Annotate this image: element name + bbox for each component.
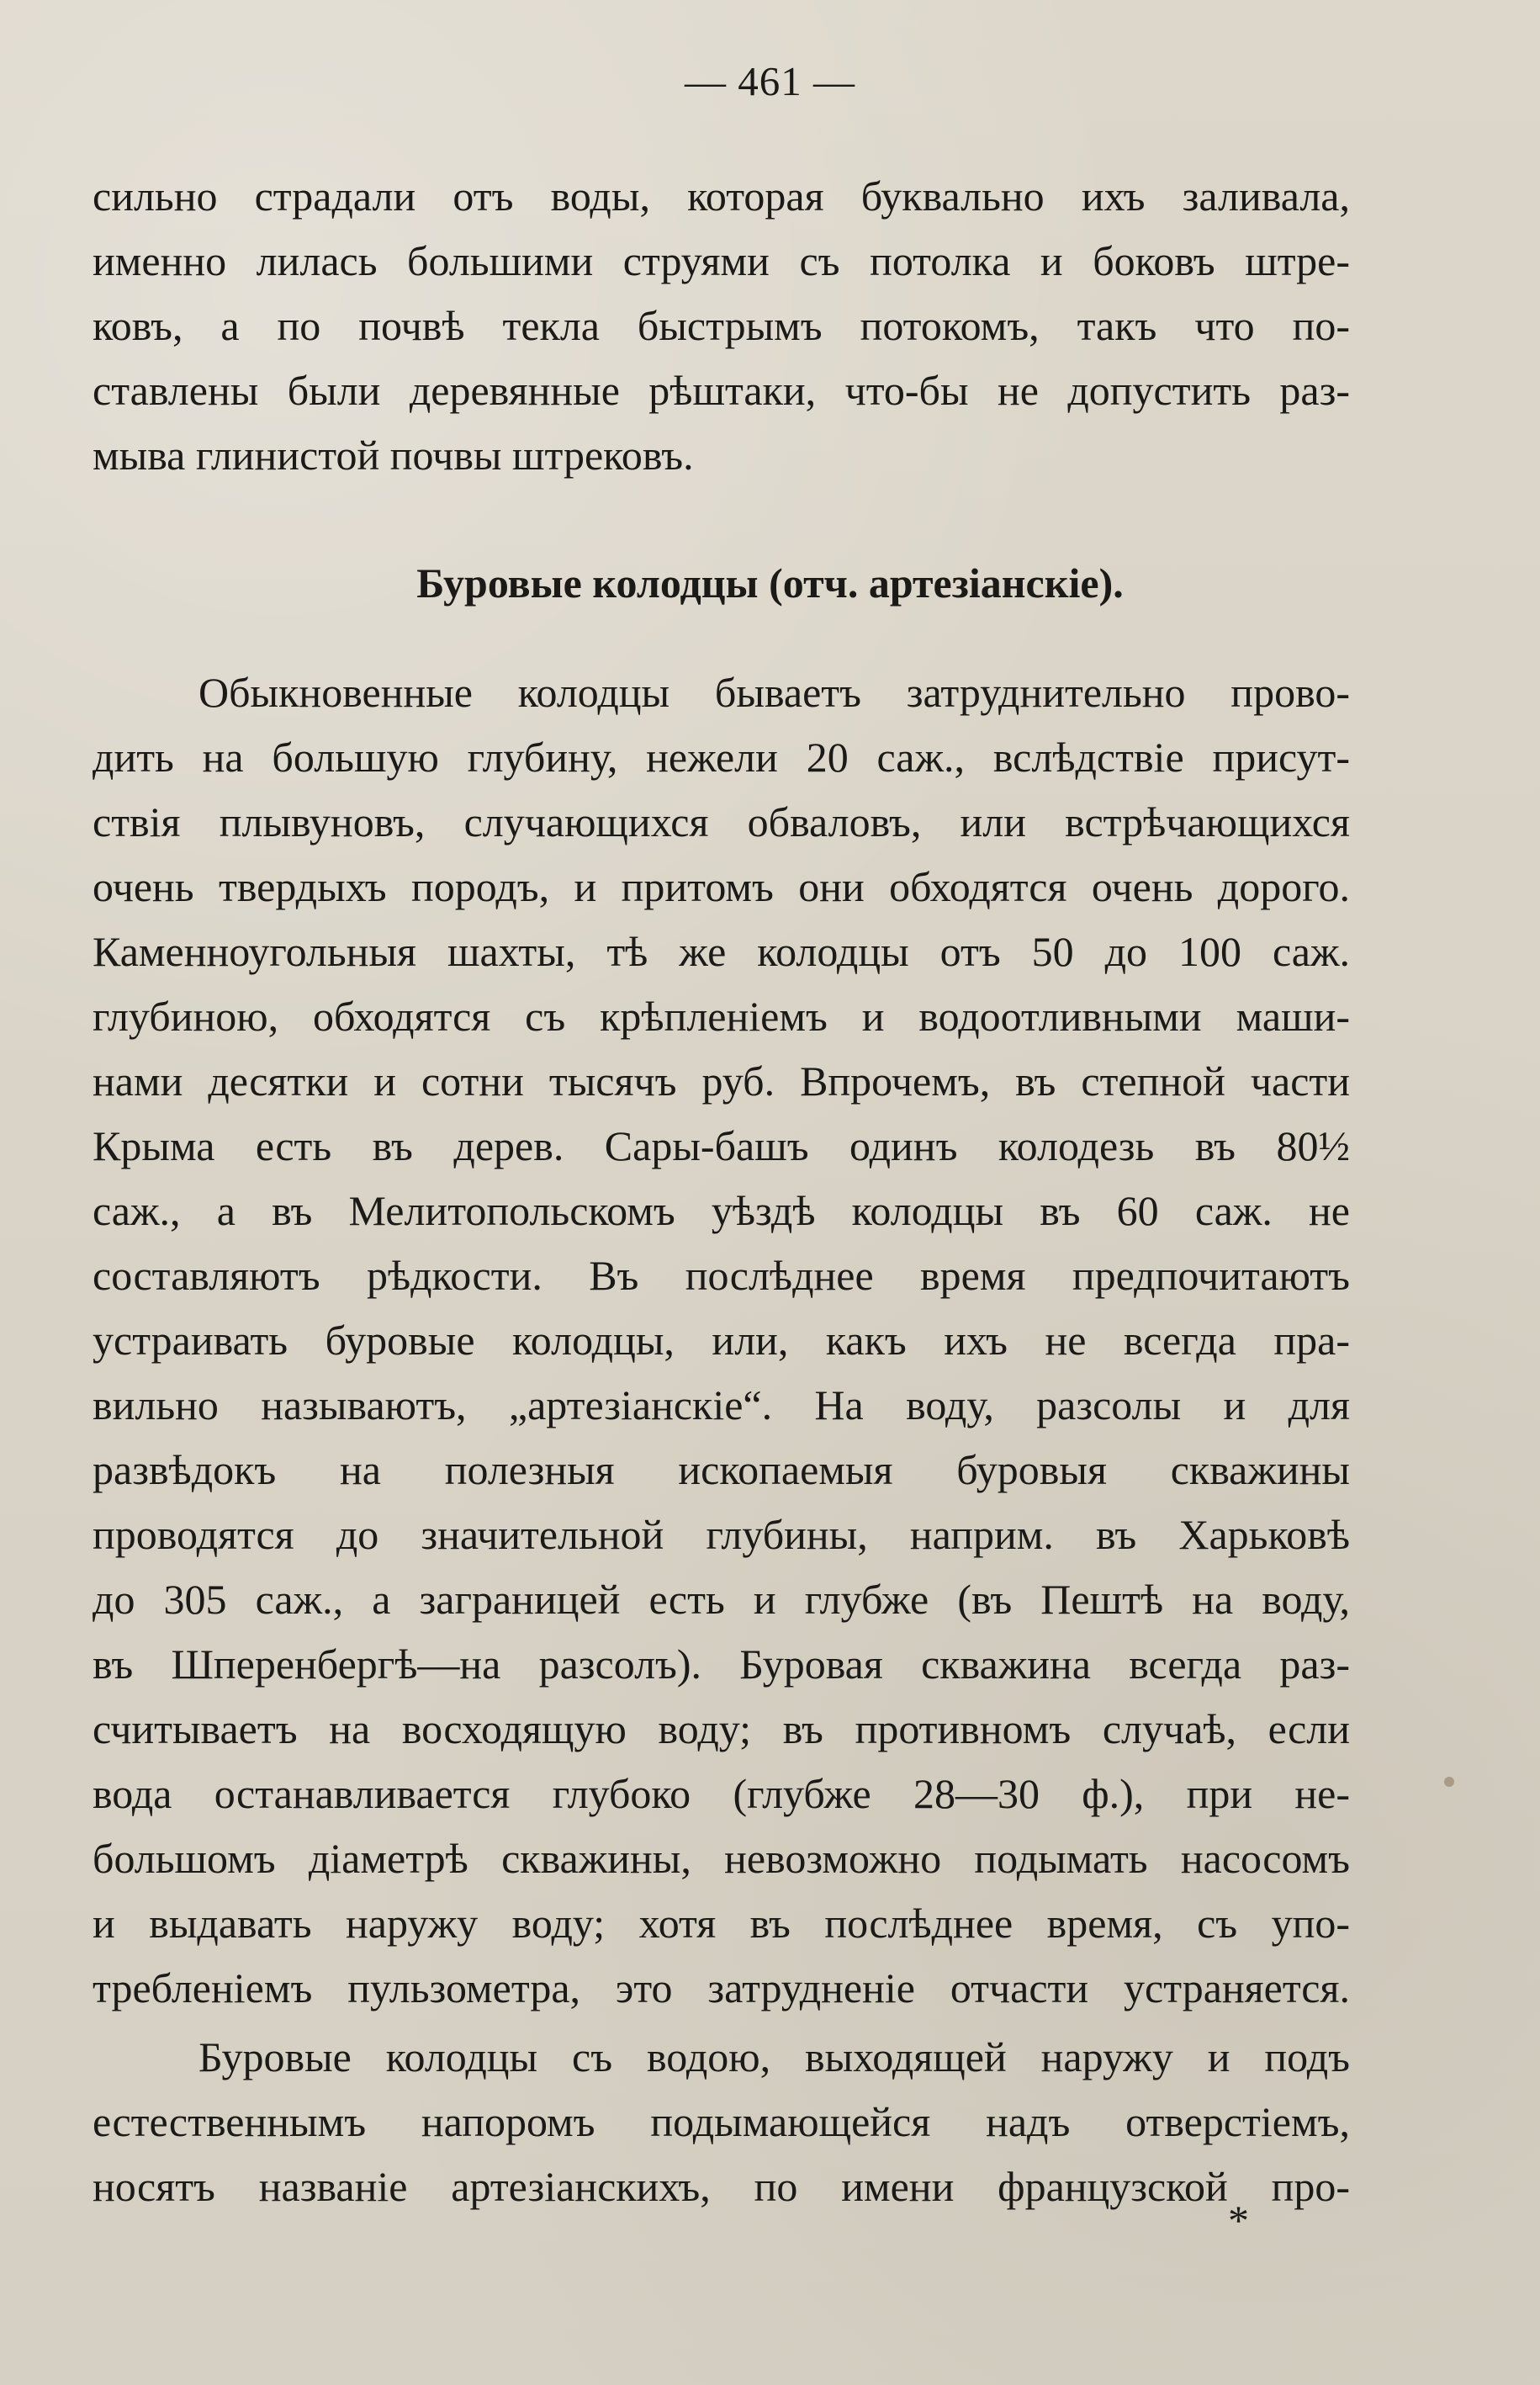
paragraph-line: ставлены были деревянные рѣштаки, что-бы не допустить раз- — [93, 367, 1350, 414]
paragraph-2 — [93, 671, 1350, 2032]
paragraph-line: дить на большую глубину, нежели 20 саж., вслѣдствіе присут- — [93, 734, 1350, 781]
paragraph-line: и выдавать наружу воду; хотя въ послѣднее время, съ упо- — [93, 1900, 1350, 1947]
paragraph-line: Крыма есть въ дерев. Сары-башъ одинъ колодезь въ 80½ — [93, 1122, 1350, 1169]
paragraph-line: Буровые колодцы съ водою, выходящей наружу и подъ — [198, 2033, 1350, 2080]
paragraph-line: очень твердыхъ породъ, и притомъ они обходятся очень дорого. — [93, 863, 1350, 910]
paragraph-line: нами десятки и сотни тысячъ руб. Впрочемъ, въ степной части — [93, 1057, 1350, 1105]
paragraph-line: ковъ, а по почвѣ текла быстрымъ потокомъ, такъ что по- — [93, 302, 1350, 349]
paragraph-line: составляютъ рѣдкости. Въ послѣднее время предпочитаютъ — [93, 1252, 1350, 1299]
paragraph-line: развѣдокъ на полезныя ископаемыя буровыя скважины — [93, 1446, 1350, 1493]
paragraph-line: вода останавливается глубоко (глубже 28—30 ф.), при не- — [93, 1770, 1350, 1817]
footnote-star: * — [1228, 2197, 1249, 2244]
paragraph-line: до 305 саж., а заграницей есть и глубже (въ Пештѣ на воду, — [93, 1576, 1350, 1623]
paragraph-line: Обыкновенные колодцы бываетъ затруднительно прово- — [198, 669, 1350, 716]
paragraph-line: устраивать буровые колодцы, или, какъ ихъ не всегда пра- — [93, 1317, 1350, 1364]
paragraph-line: считываетъ на восходящую воду; въ противномъ случаѣ, если — [93, 1705, 1350, 1752]
paper-spot — [1444, 1777, 1454, 1787]
paragraph-line: именно лилась большими струями съ потолка и боковъ штре- — [93, 237, 1350, 284]
paragraph-line: глубиною, обходятся съ крѣпленіемъ и водоотливными маши- — [93, 993, 1350, 1040]
paragraph-1 — [93, 172, 1350, 499]
paragraph-line: мыва глинистой почвы штрековъ. — [93, 432, 694, 479]
paragraph-line: естественнымъ напоромъ подымающейся надъ отверстіемъ, — [93, 2098, 1350, 2145]
paragraph-line: носятъ названіе артезіанскихъ, по имени французской про- — [93, 2163, 1350, 2210]
paragraph-line: вильно называютъ, „артезіанскіе“. На воду, разсолы и для — [93, 1381, 1350, 1428]
paragraph-3 — [93, 2033, 1350, 2230]
paragraph-line: сильно страдали отъ воды, которая буквально ихъ заливала, — [93, 172, 1350, 220]
paragraph-line: въ Шперенбергѣ—на разсолъ). Буровая скважина всегда раз- — [93, 1640, 1350, 1688]
paragraph-line: ствія плывуновъ, случающихся обваловъ, или встрѣчающихся — [93, 798, 1350, 845]
paragraph-line: Каменноугольныя шахты, тѣ же колодцы отъ 50 до 100 саж. — [93, 928, 1350, 975]
paragraph-line: проводятся до значительной глубины, наприм. въ Харьковѣ — [93, 1511, 1350, 1558]
page-number: — 461 — — [685, 58, 855, 104]
paragraph-line: саж., а въ Мелитопольскомъ уѣздѣ колодцы въ 60 саж. не — [93, 1187, 1350, 1234]
paragraph-line: большомъ діаметрѣ скважины, невозможно подымать насосомъ — [93, 1835, 1350, 1882]
section-heading: Буровые колодцы (отч. артезіанскіе). — [416, 559, 1124, 607]
paragraph-line: требленіемъ пульзометра, это затрудненіе отчасти устраняется. — [93, 1964, 1350, 2011]
